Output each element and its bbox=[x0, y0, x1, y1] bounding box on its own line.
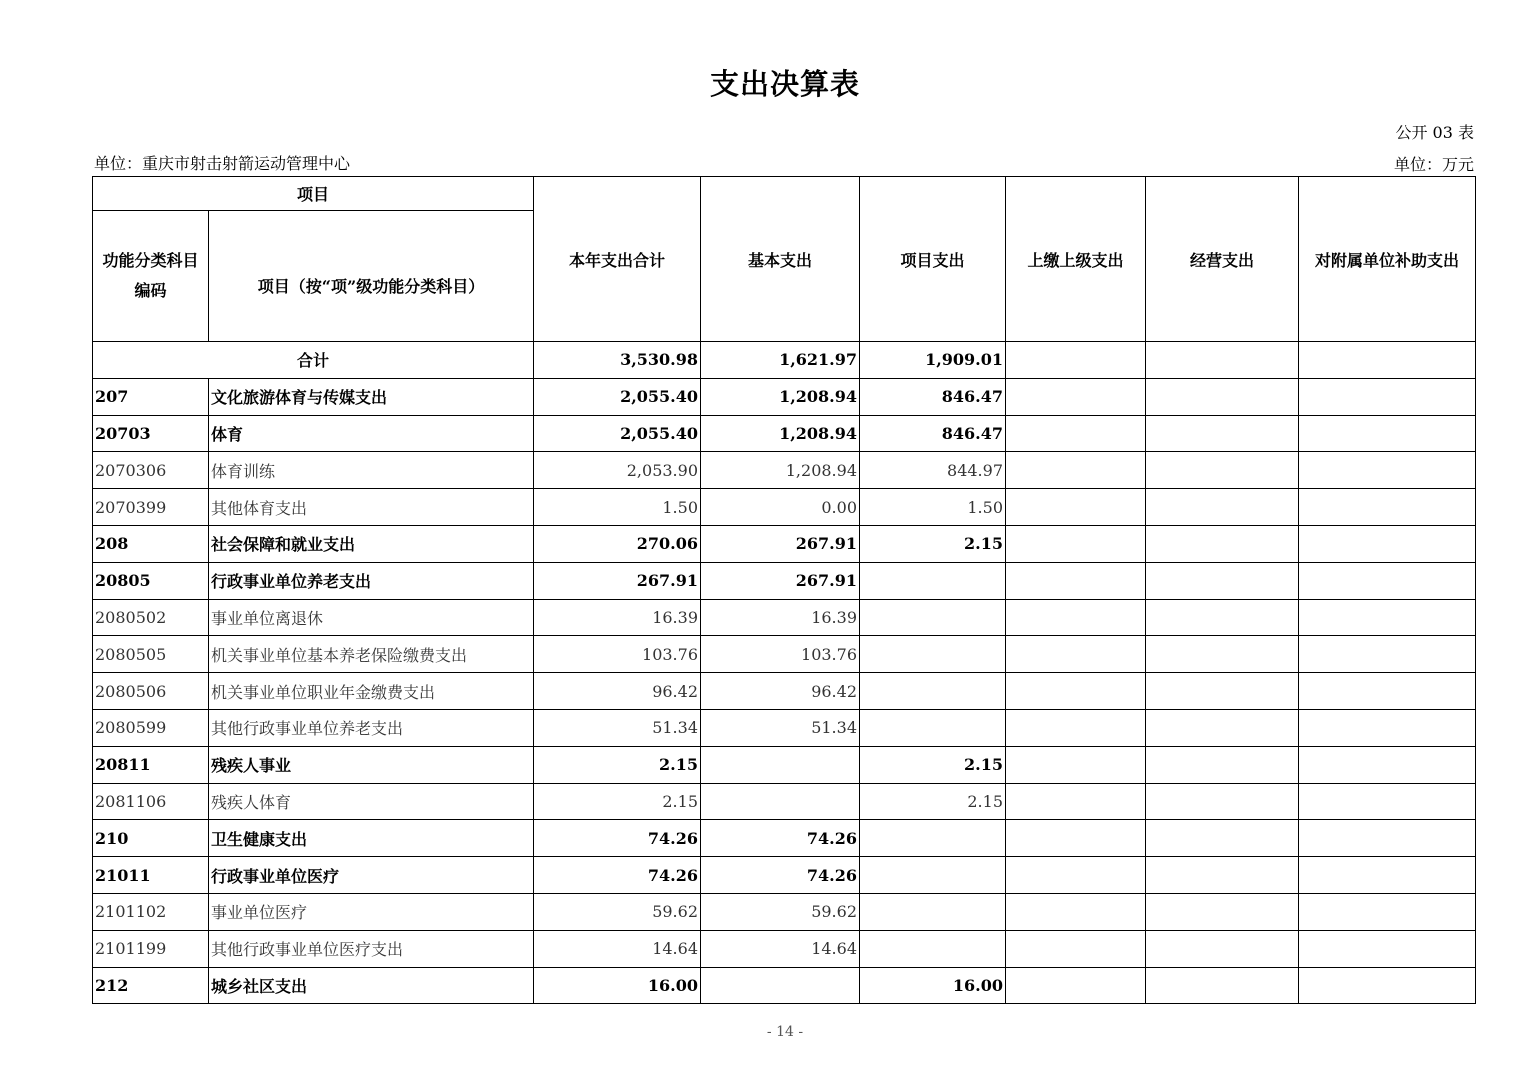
cell-business bbox=[1146, 820, 1299, 857]
cell-code: 2070399 bbox=[93, 489, 209, 526]
cell-total: 103.76 bbox=[534, 636, 701, 673]
cell-project bbox=[860, 930, 1006, 967]
cell-name: 文化旅游体育与传媒支出 bbox=[209, 378, 534, 415]
table-row bbox=[93, 599, 1476, 636]
cell-upper bbox=[1006, 599, 1146, 636]
table-row bbox=[93, 746, 1476, 783]
cell-subsidy bbox=[1299, 893, 1476, 930]
cell-name: 社会保障和就业支出 bbox=[209, 525, 534, 562]
cell-upper bbox=[1006, 930, 1146, 967]
cell-code: 20805 bbox=[93, 562, 209, 599]
header-project: 项目支出 bbox=[860, 177, 1006, 342]
table-row bbox=[93, 415, 1476, 452]
cell-business bbox=[1146, 673, 1299, 710]
cell-subsidy bbox=[1299, 857, 1476, 894]
cell-upper bbox=[1006, 489, 1146, 526]
cell-name: 行政事业单位医疗 bbox=[209, 857, 534, 894]
cell-code: 2080506 bbox=[93, 673, 209, 710]
cell-subsidy bbox=[1299, 930, 1476, 967]
form-number: 公开 03 表 bbox=[1395, 123, 1474, 142]
cell-project: 846.47 bbox=[860, 415, 1006, 452]
cell-basic: 1,208.94 bbox=[701, 452, 860, 489]
cell-subsidy bbox=[1299, 415, 1476, 452]
table-body bbox=[93, 342, 1476, 1004]
table-row bbox=[93, 709, 1476, 746]
cell-basic: 96.42 bbox=[701, 673, 860, 710]
cell-basic bbox=[701, 967, 860, 1004]
cell-business bbox=[1146, 525, 1299, 562]
table-row bbox=[93, 562, 1476, 599]
cell-code: 2080505 bbox=[93, 636, 209, 673]
cell-subsidy bbox=[1299, 673, 1476, 710]
cell-upper bbox=[1006, 525, 1146, 562]
cell-business bbox=[1146, 930, 1299, 967]
cell-upper bbox=[1006, 783, 1146, 820]
cell-project: 2.15 bbox=[860, 746, 1006, 783]
cell-code: 208 bbox=[93, 525, 209, 562]
cell-subsidy bbox=[1299, 636, 1476, 673]
cell-name: 残疾人事业 bbox=[209, 746, 534, 783]
total-subsidy bbox=[1299, 342, 1476, 379]
cell-name: 其他行政事业单位医疗支出 bbox=[209, 930, 534, 967]
cell-subsidy bbox=[1299, 967, 1476, 1004]
cell-business bbox=[1146, 378, 1299, 415]
cell-basic: 0.00 bbox=[701, 489, 860, 526]
cell-basic: 59.62 bbox=[701, 893, 860, 930]
cell-upper bbox=[1006, 967, 1146, 1004]
cell-name: 事业单位离退休 bbox=[209, 599, 534, 636]
header-basic: 基本支出 bbox=[701, 177, 860, 342]
cell-total: 267.91 bbox=[534, 562, 701, 599]
cell-code: 20811 bbox=[93, 746, 209, 783]
cell-business bbox=[1146, 489, 1299, 526]
cell-project bbox=[860, 820, 1006, 857]
cell-basic: 74.26 bbox=[701, 857, 860, 894]
total-upper bbox=[1006, 342, 1146, 379]
cell-project bbox=[860, 636, 1006, 673]
cell-business bbox=[1146, 746, 1299, 783]
table-row bbox=[93, 820, 1476, 857]
table-row bbox=[93, 967, 1476, 1004]
cell-basic: 1,208.94 bbox=[701, 415, 860, 452]
cell-total: 74.26 bbox=[534, 820, 701, 857]
cell-total: 59.62 bbox=[534, 893, 701, 930]
cell-name: 体育训练 bbox=[209, 452, 534, 489]
cell-subsidy bbox=[1299, 820, 1476, 857]
cell-project bbox=[860, 562, 1006, 599]
cell-project: 1.50 bbox=[860, 489, 1006, 526]
cell-total: 16.00 bbox=[534, 967, 701, 1004]
cell-business bbox=[1146, 967, 1299, 1004]
cell-subsidy bbox=[1299, 378, 1476, 415]
cell-business bbox=[1146, 562, 1299, 599]
cell-upper bbox=[1006, 452, 1146, 489]
cell-project: 2.15 bbox=[860, 525, 1006, 562]
table-row bbox=[93, 378, 1476, 415]
cell-code: 21011 bbox=[93, 857, 209, 894]
cell-code: 20703 bbox=[93, 415, 209, 452]
cell-business bbox=[1146, 636, 1299, 673]
cell-name: 行政事业单位养老支出 bbox=[209, 562, 534, 599]
cell-subsidy bbox=[1299, 489, 1476, 526]
cell-name: 机关事业单位基本养老保险缴费支出 bbox=[209, 636, 534, 673]
cell-upper bbox=[1006, 415, 1146, 452]
cell-upper bbox=[1006, 562, 1146, 599]
cell-upper bbox=[1006, 857, 1146, 894]
cell-total: 2.15 bbox=[534, 783, 701, 820]
cell-business bbox=[1146, 452, 1299, 489]
expenditure-table bbox=[92, 176, 1476, 1004]
cell-subsidy bbox=[1299, 562, 1476, 599]
table-row bbox=[93, 525, 1476, 562]
cell-basic bbox=[701, 746, 860, 783]
cell-subsidy bbox=[1299, 452, 1476, 489]
cell-project: 844.97 bbox=[860, 452, 1006, 489]
page-number: - 14 - bbox=[766, 1024, 804, 1040]
cell-total: 270.06 bbox=[534, 525, 701, 562]
cell-project bbox=[860, 893, 1006, 930]
cell-total: 74.26 bbox=[534, 857, 701, 894]
cell-project bbox=[860, 709, 1006, 746]
cell-name: 卫生健康支出 bbox=[209, 820, 534, 857]
cell-upper bbox=[1006, 378, 1146, 415]
table-row bbox=[93, 636, 1476, 673]
cell-total: 16.39 bbox=[534, 599, 701, 636]
cell-code: 2101199 bbox=[93, 930, 209, 967]
cell-upper bbox=[1006, 673, 1146, 710]
cell-basic: 16.39 bbox=[701, 599, 860, 636]
cell-basic: 14.64 bbox=[701, 930, 860, 967]
cell-subsidy bbox=[1299, 783, 1476, 820]
cell-basic: 103.76 bbox=[701, 636, 860, 673]
header-subsidy: 对附属单位补助支出 bbox=[1299, 177, 1476, 342]
cell-code: 2070306 bbox=[93, 452, 209, 489]
header-item-group: 项目 bbox=[93, 177, 534, 211]
cell-business bbox=[1146, 599, 1299, 636]
cell-name: 事业单位医疗 bbox=[209, 893, 534, 930]
cell-subsidy bbox=[1299, 599, 1476, 636]
cell-project bbox=[860, 857, 1006, 894]
cell-basic: 1,208.94 bbox=[701, 378, 860, 415]
table-row bbox=[93, 893, 1476, 930]
cell-upper bbox=[1006, 893, 1146, 930]
cell-total: 1.50 bbox=[534, 489, 701, 526]
cell-basic: 74.26 bbox=[701, 820, 860, 857]
cell-business bbox=[1146, 783, 1299, 820]
total-row bbox=[93, 342, 1476, 379]
cell-code: 2080599 bbox=[93, 709, 209, 746]
cell-code: 2081106 bbox=[93, 783, 209, 820]
cell-code: 212 bbox=[93, 967, 209, 1004]
cell-total: 2,053.90 bbox=[534, 452, 701, 489]
table-row bbox=[93, 783, 1476, 820]
table-row bbox=[93, 930, 1476, 967]
cell-project: 2.15 bbox=[860, 783, 1006, 820]
cell-total: 96.42 bbox=[534, 673, 701, 710]
cell-name: 体育 bbox=[209, 415, 534, 452]
cell-business bbox=[1146, 415, 1299, 452]
table-row bbox=[93, 489, 1476, 526]
cell-name: 残疾人体育 bbox=[209, 783, 534, 820]
cell-code: 210 bbox=[93, 820, 209, 857]
cell-upper bbox=[1006, 746, 1146, 783]
cell-upper bbox=[1006, 820, 1146, 857]
table-row bbox=[93, 857, 1476, 894]
cell-project: 846.47 bbox=[860, 378, 1006, 415]
cell-basic bbox=[701, 783, 860, 820]
cell-total: 2.15 bbox=[534, 746, 701, 783]
cell-total: 51.34 bbox=[534, 709, 701, 746]
cell-upper bbox=[1006, 636, 1146, 673]
cell-name: 城乡社区支出 bbox=[209, 967, 534, 1004]
total-project: 1,909.01 bbox=[860, 342, 1006, 379]
total-business bbox=[1146, 342, 1299, 379]
cell-code: 2080502 bbox=[93, 599, 209, 636]
table-header bbox=[93, 177, 1476, 342]
cell-name: 其他体育支出 bbox=[209, 489, 534, 526]
reporting-unit: 单位：重庆市射击射箭运动管理中心 bbox=[94, 154, 351, 173]
cell-total: 14.64 bbox=[534, 930, 701, 967]
header-code: 功能分类科目编码 bbox=[93, 211, 209, 342]
cell-upper bbox=[1006, 709, 1146, 746]
cell-business bbox=[1146, 709, 1299, 746]
cell-basic: 267.91 bbox=[701, 525, 860, 562]
cell-project bbox=[860, 599, 1006, 636]
header-total: 本年支出合计 bbox=[534, 177, 701, 342]
cell-total: 2,055.40 bbox=[534, 378, 701, 415]
cell-project bbox=[860, 673, 1006, 710]
cell-subsidy bbox=[1299, 746, 1476, 783]
page-title: 支出决算表 bbox=[709, 67, 860, 101]
cell-total: 2,055.40 bbox=[534, 415, 701, 452]
cell-subsidy bbox=[1299, 709, 1476, 746]
total-label: 合计 bbox=[93, 342, 534, 379]
currency-unit: 单位：万元 bbox=[1393, 155, 1474, 174]
cell-basic: 267.91 bbox=[701, 562, 860, 599]
cell-business bbox=[1146, 893, 1299, 930]
table-row bbox=[93, 452, 1476, 489]
cell-project: 16.00 bbox=[860, 967, 1006, 1004]
cell-basic: 51.34 bbox=[701, 709, 860, 746]
header-upper: 上缴上级支出 bbox=[1006, 177, 1146, 342]
cell-subsidy bbox=[1299, 525, 1476, 562]
header-business: 经营支出 bbox=[1146, 177, 1299, 342]
header-name: 项目（按“项”级功能分类科目） bbox=[209, 211, 534, 342]
cell-name: 机关事业单位职业年金缴费支出 bbox=[209, 673, 534, 710]
cell-name: 其他行政事业单位养老支出 bbox=[209, 709, 534, 746]
cell-code: 207 bbox=[93, 378, 209, 415]
total-total: 3,530.98 bbox=[534, 342, 701, 379]
table-row bbox=[93, 673, 1476, 710]
total-basic: 1,621.97 bbox=[701, 342, 860, 379]
cell-business bbox=[1146, 857, 1299, 894]
cell-code: 2101102 bbox=[93, 893, 209, 930]
